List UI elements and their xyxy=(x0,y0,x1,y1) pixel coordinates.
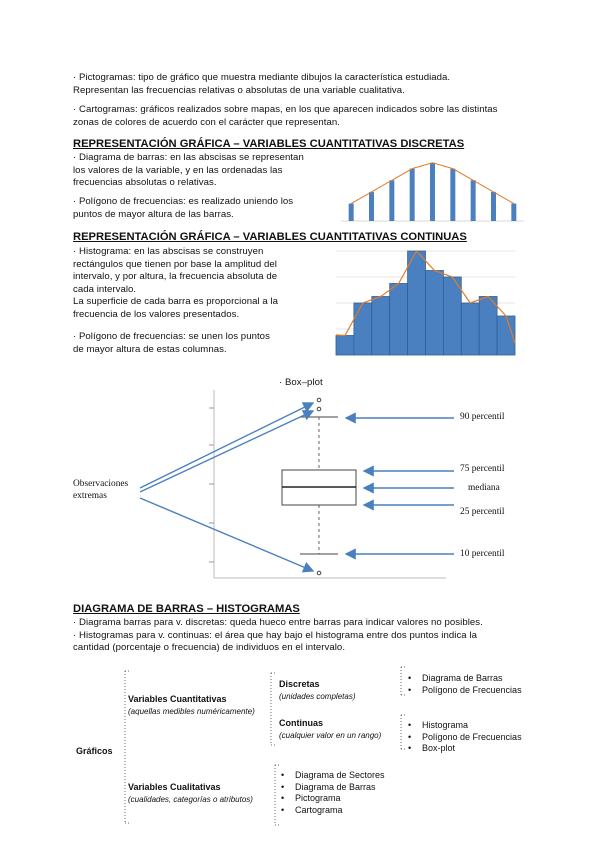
p90-label: 90 percentil xyxy=(460,412,505,422)
histogram-bar xyxy=(408,251,426,355)
continuas-heading: REPRESENTACIÓN GRÁFICA – VARIABLES CUANTITATIVAS CONTINUAS xyxy=(73,231,467,243)
list-item: • Pictograma xyxy=(281,793,385,805)
outlier-arrow xyxy=(140,403,313,488)
histogram-bar xyxy=(372,297,390,356)
histogram-bar xyxy=(426,271,444,356)
bar-chart-discretas xyxy=(335,153,530,225)
p75-label: 75 percentil xyxy=(460,464,505,474)
tree-continuas-note: (cualquier valor en un rango) xyxy=(279,730,382,740)
histogram-continuas xyxy=(333,247,518,357)
observaciones-extremas-label: Observaciones extremas xyxy=(73,479,129,501)
histogram-bar xyxy=(443,277,461,355)
tree-cualitativas xyxy=(128,782,253,805)
cartogramas-text: · Cartogramas: gráficos realizados sobre mapas, en los que aparecen indicados sobre las distintas zonas de colores de acuerdo con el carácter que representan. xyxy=(73,104,498,128)
list-item: • Histograma xyxy=(408,720,522,732)
tree-continuas-list xyxy=(408,720,522,755)
outlier-arrow xyxy=(140,411,313,492)
discretas-heading: REPRESENTACIÓN GRÁFICA – VARIABLES CUANTITATIVAS DISCRETAS xyxy=(73,138,465,150)
tree-root: Gráficos xyxy=(76,746,113,756)
outlier-arrow xyxy=(140,498,313,571)
list-item: • Box-plot xyxy=(408,743,522,755)
list-item: • Diagrama de Sectores xyxy=(281,770,385,782)
tree-discretas xyxy=(279,679,355,702)
bar xyxy=(389,180,394,221)
bar xyxy=(349,204,354,221)
mediana-label: mediana xyxy=(468,483,500,493)
tree-cuantitativas-label: Variables Cuantitativas xyxy=(128,694,227,704)
tree-cuantitativas-note: (aquellas medibles numéricamente) xyxy=(128,706,255,716)
tree-cualitativas-note: (cualidades, categorías o atributos) xyxy=(128,794,253,804)
histogram-bar xyxy=(336,336,354,356)
list-item: • Diagrama de Barras xyxy=(281,782,385,794)
p10-label: 10 percentil xyxy=(460,549,505,559)
bar xyxy=(511,204,516,221)
tree-discretas-note: (unidades completas) xyxy=(279,691,356,701)
pictogramas-text: · Pictogramas: tipo de gráfico que muestra mediante dibujos la característica estudiada. Representan las frecuencias relativas o absolutas de una variable cualitativa. xyxy=(73,72,451,96)
bar xyxy=(369,192,374,221)
tree-cualitativas-list xyxy=(281,770,385,816)
tree-cuantitativas xyxy=(128,694,255,717)
tree-discretas-list xyxy=(408,673,522,696)
outlier-point xyxy=(317,398,321,402)
histogram-bar xyxy=(390,284,408,356)
histogram-bar xyxy=(461,303,479,355)
diagrama-heading: DIAGRAMA DE BARRAS – HISTOGRAMAS xyxy=(73,603,300,615)
continuas-poligono-text: · Polígono de frecuencias: se unen los puntos de mayor altura de estas columnas. xyxy=(73,331,270,355)
list-item: • Cartograma xyxy=(281,805,385,817)
list-item: • Polígono de Frecuencias xyxy=(408,685,522,697)
histogram-bar xyxy=(479,297,497,356)
list-item: • Polígono de Frecuencias xyxy=(408,732,522,744)
tree-continuas xyxy=(279,718,381,741)
discretas-poligono-text: · Polígono de frecuencias: es realizado uniendo los puntos de mayor altura de las barras. xyxy=(73,196,294,220)
continuas-histograma-text: · Histograma: en las abscisas se construyen rectángulos que tienen por base la amplitud del intervalo, y por altura, la frecuencia absoluta de cada intervalo. La superficie de cada barra es proporcional a la frecuencia de los valores presentados. xyxy=(73,246,279,320)
bar xyxy=(450,169,455,221)
outlier-point xyxy=(317,407,321,411)
bar xyxy=(471,180,476,221)
bar xyxy=(491,192,496,221)
tree-continuas-label: Continuas xyxy=(279,718,323,728)
outlier-point xyxy=(317,571,321,575)
p25-label: 25 percentil xyxy=(460,507,505,517)
bar xyxy=(410,169,415,221)
bar xyxy=(430,163,435,221)
boxplot-title: · Box–plot xyxy=(279,377,323,388)
histogram-bar xyxy=(354,303,372,355)
diagrama-text: · Diagrama barras para v. discretas: queda hueco entre barras para indicar valores no posibles. · Histogramas para v. continuas: el área que hay bajo el histograma entre dos puntos indica la cantidad (porcentaje o frecuencia) de individuos en el intervalo. xyxy=(73,617,483,654)
tree-cualitativas-label: Variables Cualitativas xyxy=(128,782,221,792)
tree-discretas-label: Discretas xyxy=(279,679,320,689)
list-item: • Diagrama de Barras xyxy=(408,673,522,685)
discretas-barras-text: · Diagrama de barras: en las abscisas se representan los valores de la variable, y en las ordenadas las frecuencias absolutas o relativas. xyxy=(73,152,304,189)
